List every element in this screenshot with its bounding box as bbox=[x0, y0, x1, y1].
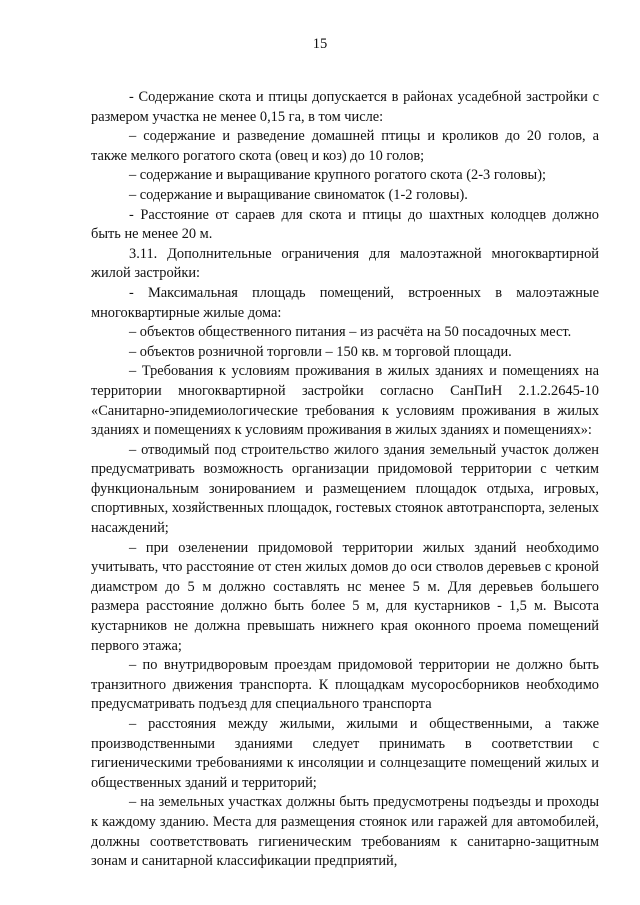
paragraph-retail: – объектов розничной торговли – 150 кв. м торговой площади. bbox=[129, 343, 512, 360]
paragraph-catering: – объектов общественного питания – из расчёта на 50 посадочных мест. bbox=[129, 324, 572, 341]
paragraph-shed-distance: - Расстояние от сараев для скота и птицы до шахтных колодцев должно быть не менее 20 м. bbox=[91, 206, 599, 243]
paragraph-sows: – содержание и выращивание свиноматок (1-2 головы). bbox=[129, 186, 468, 203]
paragraph-livestock-allowed: - Содержание скота и птицы допускается в районах усадебной застройки с размером участка не менее 0,15 га, в том числе: bbox=[91, 89, 599, 125]
document-body bbox=[91, 88, 599, 872]
paragraph-section-3-11: 3.11. Дополнительные ограничения для малоэтажной многоквартирной жилой застройки: bbox=[91, 245, 599, 282]
paragraph-sanpin-requirements: – Требования к условиям проживания в жилых зданиях и помещениях на территории многоквартирной застройки согласно СанПиН 2.1.2.2645-10 «Санитарно-эпидемиологические требования к условиям проживания в жилых зданиях и помещениях к условиям проживания в жилых зданиях и помещениях»: bbox=[91, 363, 599, 439]
paragraph-land-plot: – отводимый под строительство жилого здания земельный участок должен предусматривать возможность организации придомовой территории с четким функциональным зонированием и размещением площадок отдыха, игровых, спортивных, хозяйственных площадок, гостевых стоянок автотранспорта, зеленых насаждений; bbox=[91, 441, 599, 537]
paragraph-driveways: – по внутридворовым проездам придомовой территории не должно быть транзитного движения транспорта. К площадкам мусоросборников необходимо предусматривать подъезд для специального транспорта bbox=[91, 657, 599, 713]
paragraph-landscaping: – при озеленении придомовой территории жилых зданий необходимо учитывать, что расстояние от стен жилых домов до оси стволов деревьев с кроной диамстром до 5 м должно составлять нс менее 5 м. Для деревьев большего размера расстояние должно быть более 5 м, для кустарников - 1,5 м. Высота кустарников не должна превышать нижнего края оконного проема помещений первого этажа; bbox=[91, 539, 599, 654]
paragraph-cattle: – содержание и выращивание крупного рогатого скота (2-3 головы); bbox=[129, 167, 547, 184]
paragraph-max-area: - Максимальная площадь помещений, встроенных в малоэтажные многоквартирные жилые дома: bbox=[91, 284, 599, 321]
paragraph-access-parking: – на земельных участках должны быть предусмотрены подъезды и проходы к каждому зданию. Места для размещения стоянок или гаражей для автомобилей, должны соответствовать гигиеническим требованиям к санитарно-защитным зонам и санитарной классификации предприятий, bbox=[91, 794, 599, 870]
paragraph-building-distances: – расстояния между жилыми, жилыми и общественными, а также производственными зданиями следует принимать в соответствии с гигиеническими требованиями к инсоляции и солнцезащите помещений жилых и общественных зданий и территорий; bbox=[91, 716, 599, 791]
paragraph-poultry-rabbits: – содержание и разведение домашней птицы и кроликов до 20 голов, а также мелкого рогатого скота (овец и коз) до 10 голов; bbox=[91, 128, 599, 164]
page-number: 15 bbox=[312, 36, 328, 52]
